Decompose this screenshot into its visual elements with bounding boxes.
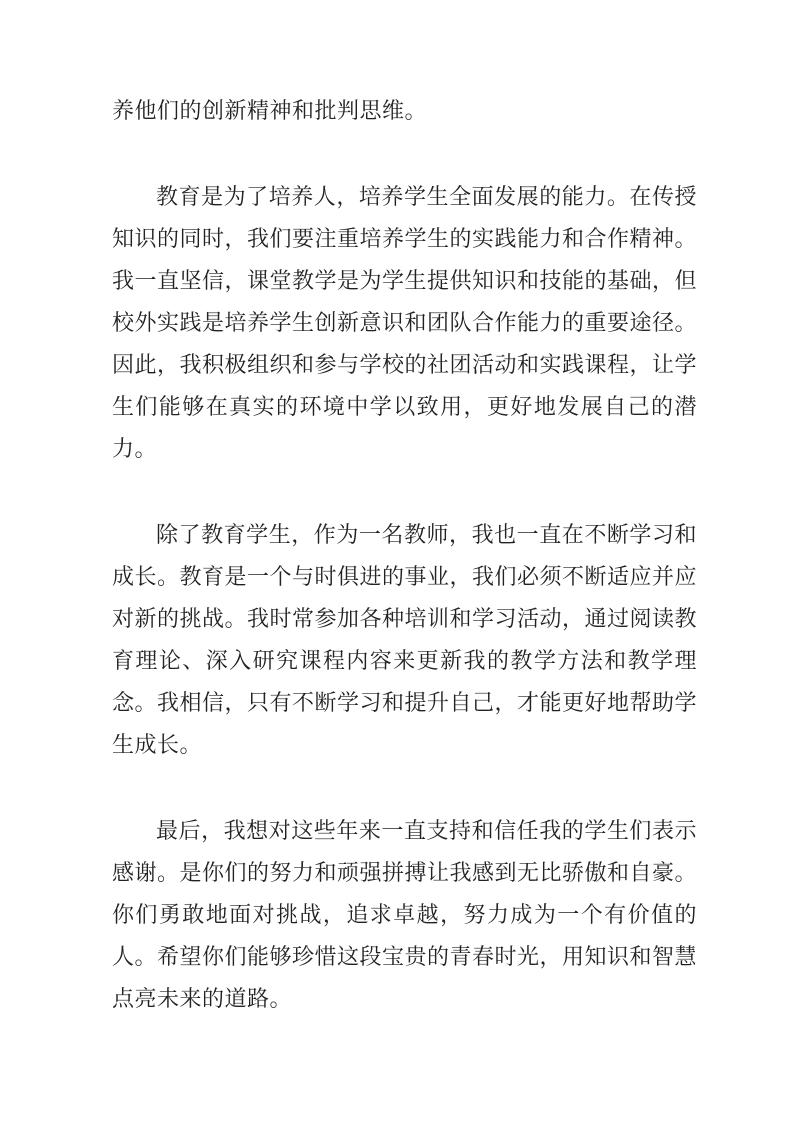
paragraph: 教育是为了培养人，培养学生全面发展的能力。在传授知识的同时，我们要注重培养学生的实践能力和合作精神。我一直坚信，课堂教学是为学生提供知识和技能的基础，但校外实践是培养学生创新意识和团队合作能力的重要途径。因此，我积极组织和参与学校的社团活动和实践课程，让学生们能够在真实的环境中学以致用，更好地发展自己的潜力。 [112, 184, 698, 461]
paragraph-continuation: 养他们的创新精神和批判思维。 [112, 98, 428, 123]
paragraph: 最后，我想对这些年来一直支持和信任我的学生们表示感谢。是你们的努力和顽强拼搏让我感到无比骄傲和自豪。你们勇敢地面对挑战，追求卓越，努力成为一个有价值的人。希望你们能够珍惜这段宝贵的青春时光，用知识和智慧点亮未来的道路。 [112, 818, 698, 1011]
paragraph: 除了教育学生，作为一名教师，我也一直在不断学习和成长。教育是一个与时俱进的事业，我们必须不断适应并应对新的挑战。我时常参加各种培训和学习活动，通过阅读教育理论、深入研究课程内容来更新我的教学方法和教学理念。我相信，只有不断学习和提升自己，才能更好地帮助学生成长。 [112, 522, 698, 757]
